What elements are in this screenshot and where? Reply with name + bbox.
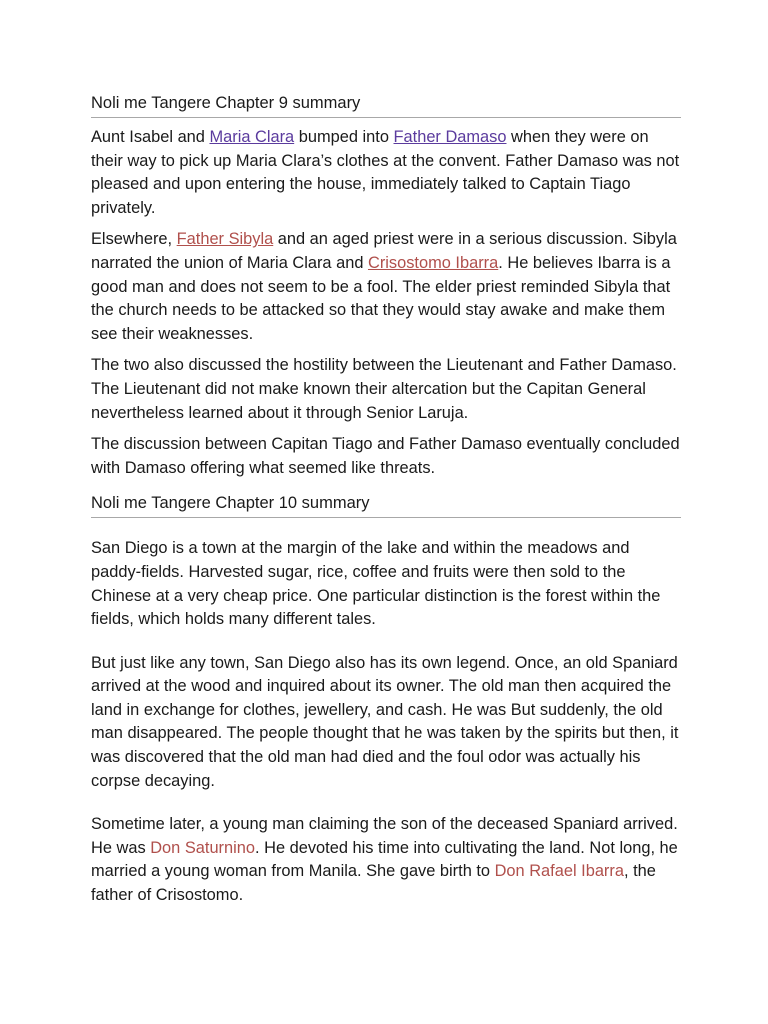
father-sibyla-link[interactable]: Father Sibyla (176, 230, 274, 249)
chapter-9-paragraph-2: Elsewhere, Father Sibyla and an aged priest were in a serious discussion. Sibyla narrated the union of Maria Clara and Crisostomo Ibarra. He believes Ibarra is a good man and does not seem to be a fool. The elder priest reminded Sibyla that the church needs to be attacked so that they would stay awake and make them see their weaknesses. (91, 230, 677, 343)
maria-clara-link[interactable]: Maria Clara (209, 128, 295, 146)
don-rafael-ibarra-name: Don Rafael Ibarra (494, 862, 624, 881)
don-saturnino-name: Don Saturnino (150, 838, 256, 857)
father-damaso-link[interactable]: Father Damaso (393, 128, 507, 146)
chapter-10-heading: Noli me Tangere Chapter 10 summary (91, 492, 681, 518)
document-page (91, 92, 681, 908)
chapter-9-heading: Noli me Tangere Chapter 9 summary (91, 92, 681, 118)
chapter-10-paragraph-3: Sometime later, a young man claiming the son of the deceased Spaniard arrived. He was Don Saturnino. He devoted his time into cultivating the land. Not long, he married a young woman from Manila. She gave birth to Don Rafael Ibarra, the father of Crisostomo. (91, 815, 678, 905)
chapter-9-paragraph-4: The discussion between Capitan Tiago and Father Damaso eventually concluded with Damaso offering what seemed like threats. (91, 435, 680, 477)
chapter-10-paragraph-1: San Diego is a town at the margin of the lake and within the meadows and paddy-fields. Harvested sugar, rice, coffee and fruits were then sold to the Chinese at a very cheap price. One particular distinction is the forest within the fields, which holds many different tales. (91, 539, 661, 629)
crisostomo-ibarra-link[interactable]: Crisostomo Ibarra (367, 253, 499, 272)
chapter-10-paragraph-2: But just like any town, San Diego also has its own legend. Once, an old Spaniard arrived at the wood and inquired about its owner. The old man then acquired the land in exchange for clothes, jewellery, and cash. He was But suddenly, the old man disappeared. The people thought that he was taken by the spirits but then, it was discovered that the old man had died and the foul odor was actually his corpse decaying. (91, 653, 679, 790)
chapter-9-paragraph-1: Aunt Isabel and Maria Clara bumped into Father Damaso when they were on their way to pick up Maria Clara’s clothes at the convent. Father Damaso was not pleased and upon entering the house, immediately talked to Captain Tiago privately. (91, 128, 680, 217)
chapter-9-paragraph-3: The two also discussed the hostility between the Lieutenant and Father Damaso. The Lieutenant did not make known their altercation but the Capitan General nevertheless learned about it through Senior Laruja. (91, 356, 677, 422)
